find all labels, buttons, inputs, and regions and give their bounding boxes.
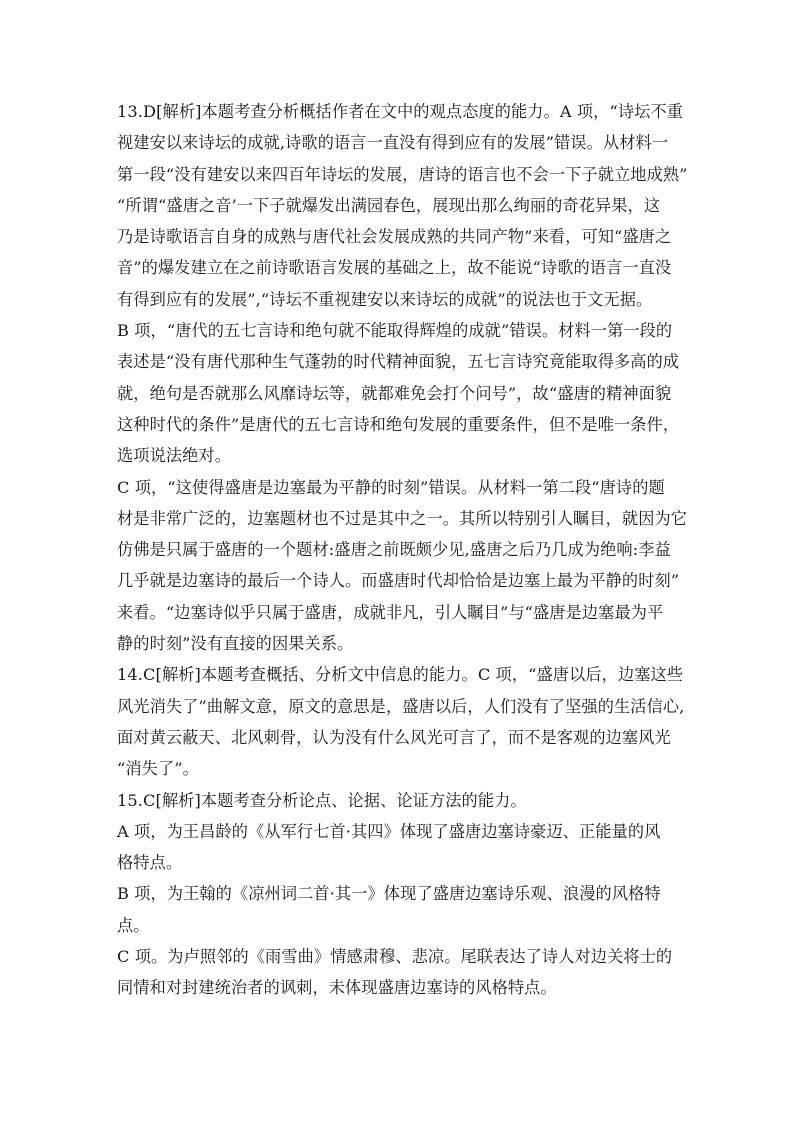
text-line-27: 点。 [117,915,150,935]
text-line-9: 表述是“没有唐代那种生气蓬勃的时代精神面貌，五七言诗究竟能取得多高的成 [117,352,680,372]
text-line-29: 同情和对封建统治者的讽刺，未体现盛唐边塞诗的风格特点。 [117,978,557,998]
text-line-25: 格特点。 [117,853,183,873]
text-line-13: C 项，“这使得盛唐是边塞最为平静的时刻”错误。从材料一第二段“唐诗的题 [117,477,665,497]
text-line-12: 选项说法绝对。 [117,446,232,466]
text-line-2: 视建安以来诗坛的成就,诗歌的语言一直没有得到应有的发展”错误。从材料一 [117,133,669,153]
text-line-16: 几乎就是边塞诗的最后一个诗人。而盛唐时代却恰恰是边塞上最为平静的时刻” [117,571,680,591]
answer-explanation-text [117,96,689,1004]
text-line-28: C 项。为卢照邻的《雨雪曲》情感肃穆、悲凉。尾联表达了诗人对边关将士的 [117,947,673,967]
text-line-1: 13.D[解析]本题考查分析概括作者在文中的观点态度的能力。A 项，“诗坛不重 [117,102,683,121]
text-line-20: 风光消失了”曲解文意，原文的意思是，盛唐以后，人们没有了坚强的生活信心, [117,696,685,716]
text-line-4: “所谓“盛唐之音’一下子就爆发出满园春色，展现出那么绚丽的奇花异果，这 [117,195,661,215]
text-line-3: 第一段“没有建安以来四百年诗坛的发展，唐诗的语言也不会一下子就立地成熟” [117,164,688,184]
text-line-23: 15.C[解析]本题考查分析论点、论据、论证方法的能力。 [117,790,527,810]
text-line-6: 音”的爆发建立在之前诗歌语言发展的基础之上，故不能说“诗歌的语言一直没 [117,258,672,278]
text-line-8: B 项，“唐代的五七言诗和绝句就不能取得辉煌的成就”错误。材料一第一段的 [117,321,673,341]
text-line-7: 有得到应有的发展”,“诗坛不重视建安以来诗坛的成就”的说法也于文无据。 [117,289,653,309]
text-line-22: “消失了”。 [117,759,199,779]
text-line-10: 就，绝句是否就那么风靡诗坛等，就都难免会打个问号”，故“盛唐的精神面貌 [117,383,672,403]
text-line-21: 面对黄云蔽天、北风刺骨，认为没有什么风光可言了，而不是客观的边塞风光 [117,727,671,747]
text-line-17: 来看。“边塞诗似乎只属于盛唐，成就非凡，引人瞩目”与“盛唐是边塞最为平 [117,602,664,622]
text-line-26: B 项，为王翰的《凉州词二首·其一》体现了盛唐边塞诗乐观、浪漫的风格特 [117,884,661,904]
text-line-24: A 项，为王昌龄的《从军行七首·其四》体现了盛唐边塞诗豪迈、正能量的风 [117,821,661,841]
text-line-14: 材是非常广泛的，边塞题材也不过是其中之一。其所以特别引人瞩目，就因为它 [117,508,688,528]
text-line-18: 静的时刻”没有直接的因果关系。 [117,634,354,654]
text-line-19: 14.C[解析]本题考查概括、分析文中信息的能力。C 项，“盛唐以后，边塞这些 [117,665,684,685]
text-line-5: 乃是诗歌语言自身的成熟与唐代社会发展成熟的共同产物”来看，可知“盛唐之 [117,227,672,247]
text-line-15: 仿佛是只属于盛唐的一个题材:盛唐之前既颇少见,盛唐之后乃几成为绝响:李益 [117,540,671,560]
text-line-11: 这种时代的条件”是唐代的五七言诗和绝句发展的重要条件，但不是唯一条件， [117,414,680,434]
